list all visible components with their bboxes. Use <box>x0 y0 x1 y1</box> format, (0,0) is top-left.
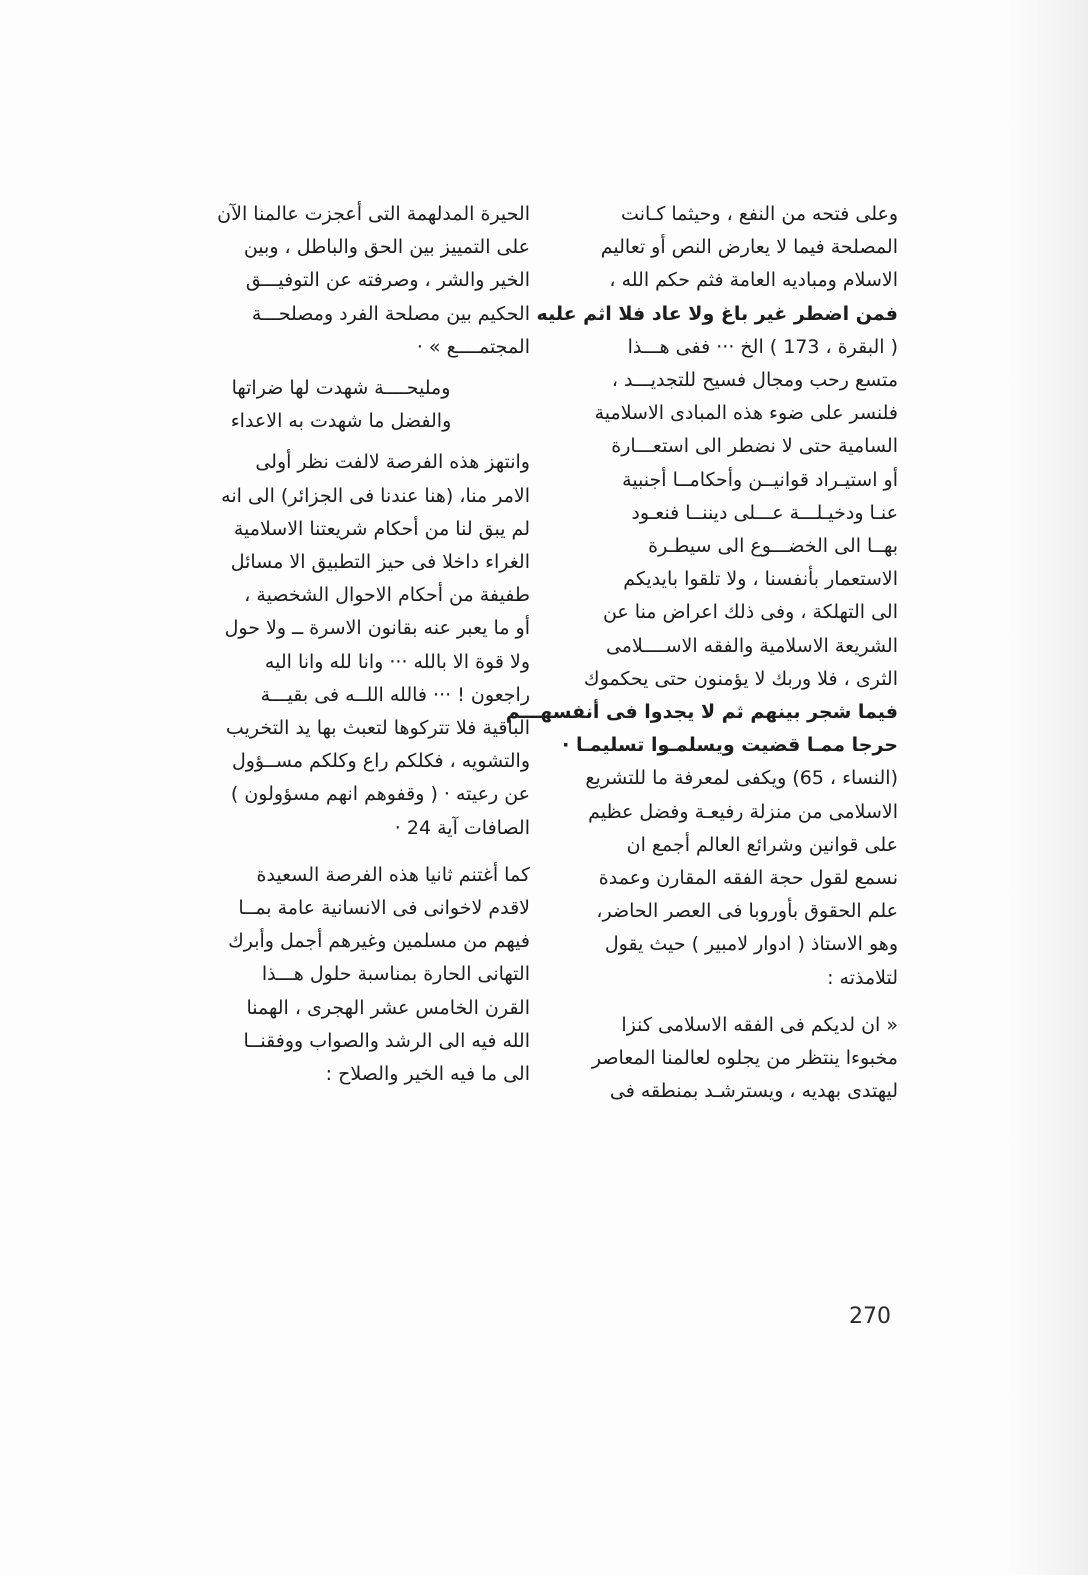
text-line: فلنسر على ضوء هذه المبادى الاسلامية <box>594 402 898 425</box>
text-line: الحيرة المدلهمة التى أعجزت عالمنا الآن <box>217 203 530 225</box>
text-line: لاقدم لاخوانى فى الانسانية عامة بمــا <box>238 897 530 920</box>
quote-line: ليهتدى بهديه ، ويسترشـد بمنطقه فى <box>609 1080 898 1103</box>
text-line: علم الحقوق بأوروبا فى العصر الحاضر، <box>596 900 898 923</box>
text-line: المجتمــــع » · <box>416 335 530 358</box>
text-line: الاسلامى من منزلة رفيعـة وفضل عظيم <box>588 800 898 823</box>
paragraph-gap <box>180 438 530 446</box>
text-line: التهانى الحارة بمناسبة حلول هـــذا <box>261 963 530 986</box>
text-line: الامر منا، (هنا عندنا فى الجزائر) الى انه <box>221 484 530 507</box>
text-line: الاسلام ومباديه العامة فثم حكم الله ، <box>609 269 898 292</box>
text-line: لم يبق لنا من أحكام شريعتنا الاسلامية <box>233 517 530 540</box>
verse-line: ومليحــــة شهدت لها ضراتها <box>231 377 451 400</box>
text-line: نسمع لقول حجة الفقه المقارن وعمدة <box>598 867 898 890</box>
left-column-closing-paragraph <box>180 859 530 1091</box>
verse-line: والفضل ما شهدت به الاعداء <box>230 410 452 433</box>
text-line: القرن الخامس عشر الهجرى ، الهمنا <box>246 996 530 1019</box>
text-line: الله فيه الى الرشد والصواب ووفقنــا <box>243 1029 530 1052</box>
left-column-main-paragraph <box>180 446 530 844</box>
right-column-quote <box>548 1009 898 1109</box>
text-line: فيهم من مسلمين وغيرهم أجمل وأبرك <box>228 930 530 953</box>
right-text-column <box>505 198 898 1108</box>
text-line: عن رعيته · ( وقفوهم انهم مسؤولون ) <box>230 783 530 806</box>
text-line: لتلامذته : <box>827 966 898 989</box>
quote-line: مخبوءا ينتظر من يجلوه لعالمنا المعاصر <box>591 1047 898 1070</box>
left-text-column <box>180 198 530 1091</box>
text-line: الثرى ، فلا وربك لا يؤمنون حتى يحكموك <box>583 667 898 690</box>
page-number: 270 <box>849 1304 891 1329</box>
left-column-intro <box>180 198 530 364</box>
text-line: المصلحة فيما لا يعارض النص أو تعاليم <box>600 236 898 259</box>
text-line: وهو الاستاذ ( ادوار لامبير ) حيث يقول <box>604 933 898 956</box>
right-column-body <box>505 198 898 995</box>
quote-line: « ان لديكم فى الفقه الاسلامى كنزا <box>621 1013 898 1036</box>
paragraph-gap <box>180 845 530 859</box>
text-line: أو استيـراد قوانيــن وأحكامــا أجنبية <box>622 468 898 491</box>
text-line: والتشويه ، فكلكم راع وكلكم مســؤول <box>231 750 530 773</box>
text-line: كما أغتنم ثانيا هذه الفرصة السعيدة <box>256 863 530 886</box>
text-line: حرجا ممـا قضيت ويسلمـوا تسليمـا · <box>562 734 898 757</box>
text-line: الاستعمار بأنفسنا ، ولا تلقوا بايديكم <box>623 568 898 591</box>
text-line: الى التهلكة ، وفى ذلك اعراض منا عن <box>602 601 898 624</box>
text-line: الصافات آية 24 · <box>394 816 530 839</box>
text-line: على قوانين وشرائع العالم أجمع ان <box>626 833 898 856</box>
text-line: فمن اضطر غير باغ ولا عاد فلا اثم عليه <box>536 302 898 325</box>
text-line: وانتهز هذه الفرصة لالفت نظر أولى <box>255 451 530 474</box>
text-line: أو ما يعبر عنه بقانون الاسرة ــ ولا حول <box>224 617 530 640</box>
text-line: الى ما فيه الخير والصلاح : <box>325 1063 530 1086</box>
text-line: الحكيم بين مصلحة الفرد ومصلحـــة <box>251 302 530 325</box>
poetry-verse <box>180 372 530 438</box>
paragraph-gap <box>548 995 898 1009</box>
text-line: (النساء ، 65) ويكفى لمعرفة ما للتشريع <box>585 767 898 790</box>
text-line: على التمييز بين الحق والباطل ، وبين <box>243 236 530 259</box>
text-line: بهــا الى الخضـــوع الى سيطـرة <box>648 535 898 558</box>
text-line: فيما شجر بينهم ثم لا يجدوا فى أنفسهـــم <box>505 701 898 724</box>
paragraph-gap <box>180 364 530 372</box>
page-edge-shadow <box>1008 0 1088 1575</box>
text-line: الغراء داخلا فى حيز التطبيق الا مسائل <box>230 551 530 574</box>
text-line: عنـا ودخيـلـــة عـــلى ديننــا فنعـود <box>631 501 898 524</box>
text-line: راجعون ! ··· فالله اللــه فى بقيـــة <box>260 683 530 706</box>
text-line: طفيفة من أحكام الاحوال الشخصية ، <box>244 584 530 607</box>
text-line: الباقية فلا تتركوها لتعبث بها يد التخريب <box>225 717 530 740</box>
text-line: ولا قوة الا بالله ··· وانا لله وانا اليه <box>264 650 530 673</box>
text-line: ( البقرة ، 173 ) الخ ··· ففى هـــذا <box>627 335 898 358</box>
text-line: وعلى فتحه من النفع ، وحيثما كـانت <box>621 203 898 225</box>
text-line: الخير والشر ، وصرفته عن التوفيـــق <box>245 269 530 292</box>
text-line: الشريعة الاسلامية والفقه الاســــلامى <box>605 634 898 657</box>
text-line: متسع رحب ومجال فسيح للتجديـــد ، <box>611 369 898 392</box>
text-line: السامية حتى لا نضطر الى استعـــارة <box>611 435 898 458</box>
